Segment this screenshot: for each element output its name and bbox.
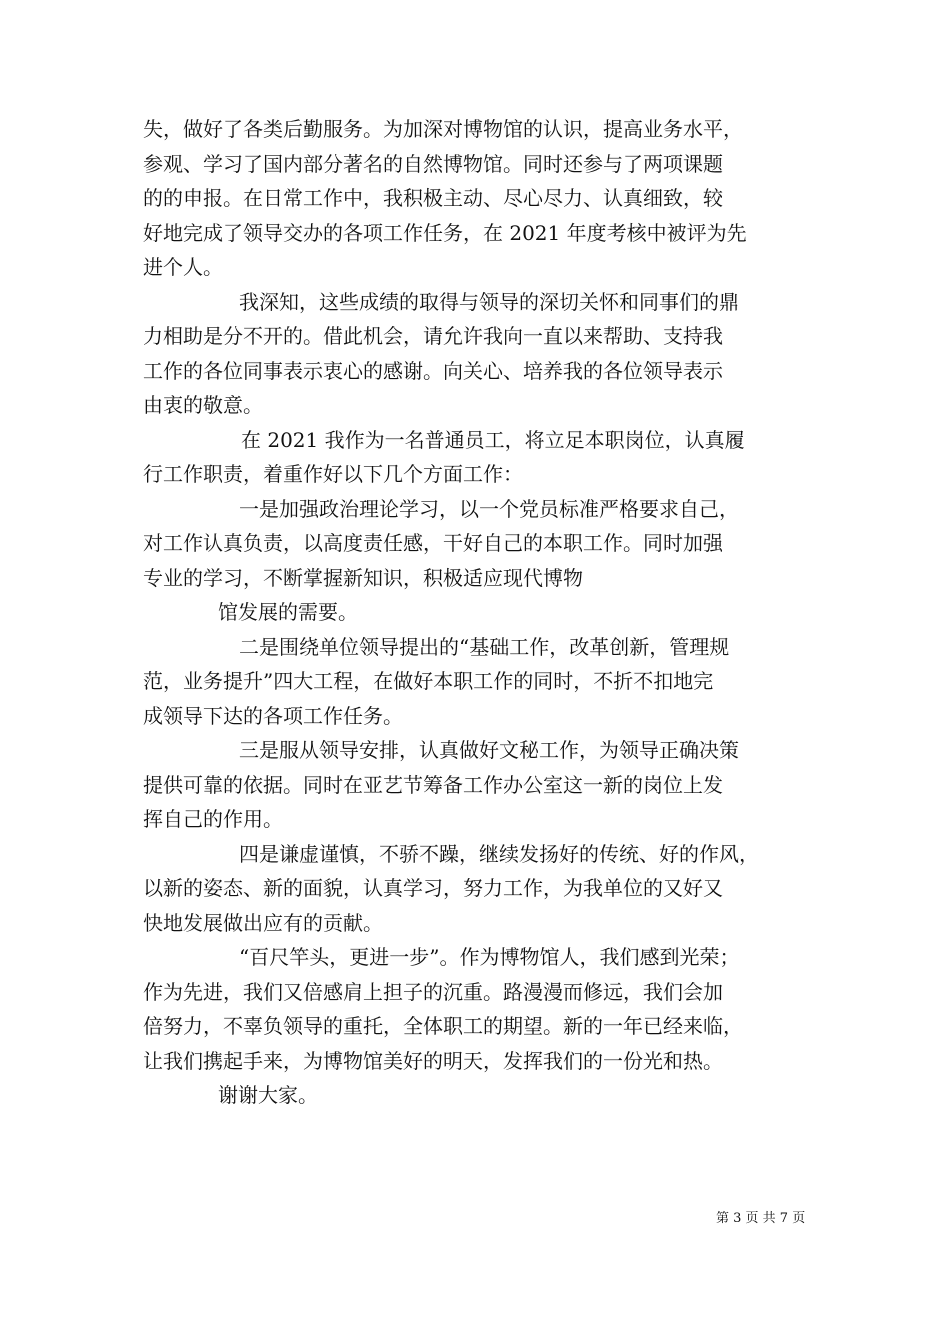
text-line: 好地完成了领导交办的各项工作任务，在 2021 年度考核中被评为先 [143, 220, 747, 245]
text-line: “百尺竿头，更进一步”。作为博物馆人，我们感到光荣； [239, 945, 740, 969]
text-line: 的的申报。在日常工作中，我积极主动、尽心尽力、认真细致，较 [143, 186, 723, 210]
text-line: 倍努力，不辜负领导的重托，全体职工的期望。新的一年已经来临， [143, 1014, 743, 1038]
text-line: 在 2021 我作为一名普通员工，将立足本职岗位，认真履 [241, 427, 745, 452]
text-line: 失，做好了各类后勤服务。为加深对博物馆的认识，提高业务水平， [143, 117, 743, 141]
text-line: 范，业务提升”四大工程，在做好本职工作的同时，不折不扣地完 [143, 669, 714, 693]
text-line: 由衷的敬意。 [143, 393, 263, 417]
text-line: 专业的学习，不断掌握新知识，积极适应现代博物 [143, 565, 583, 590]
text-line: 进个人。 [143, 255, 223, 279]
text-line: 参观、学习了国内部分著名的自然博物馆。同时还参与了两项课题 [143, 151, 723, 176]
text-line: 四是谦虚谨慎，不骄不躁，继续发扬好的传统、好的作风， [239, 841, 759, 866]
text-line: 三是服从领导安排，认真做好文秘工作，为领导正确决策 [239, 738, 739, 762]
text-line: 让我们携起手来，为博物馆美好的明天，发挥我们的一份光和热。 [143, 1048, 723, 1073]
text-line: 工作的各位同事表示衷心的感谢。向关心、培养我的各位领导表示 [143, 358, 723, 383]
body-text [143, 112, 823, 1113]
text-line: 提供可靠的依据。同时在亚艺节筹备工作办公室这一新的岗位上发 [143, 772, 723, 797]
text-line: 谢谢大家。 [218, 1083, 318, 1107]
text-line: 挥自己的作用。 [143, 807, 283, 831]
text-line: 行工作职责，着重作好以下几个方面工作： [143, 462, 523, 486]
page-number: 第 3 页 共 7 页 [716, 1211, 806, 1226]
text-line: 成领导下达的各项工作任务。 [143, 703, 403, 728]
text-line: 二是围绕单位领导提出的“基础工作，改革创新，管理规 [239, 634, 730, 659]
text-line: 作为先进，我们又倍感肩上担子的沉重。路漫漫而修远，我们会加 [143, 979, 723, 1004]
text-line: 馆发展的需要。 [218, 600, 358, 624]
text-line: 快地发展做出应有的贡献。 [143, 910, 383, 935]
text-line: 以新的姿态、新的面貌，认真学习，努力工作，为我单位的又好又 [143, 876, 723, 900]
text-line: 力相助是分不开的。借此机会，请允许我向一直以来帮助、支持我 [143, 324, 723, 348]
text-line: 我深知，这些成绩的取得与领导的深切关怀和同事们的鼎 [239, 289, 739, 314]
text-line: 对工作认真负责，以高度责任感，干好自己的本职工作。同时加强 [143, 531, 723, 555]
text-line: 一是加强政治理论学习，以一个党员标准严格要求自己， [239, 496, 739, 521]
